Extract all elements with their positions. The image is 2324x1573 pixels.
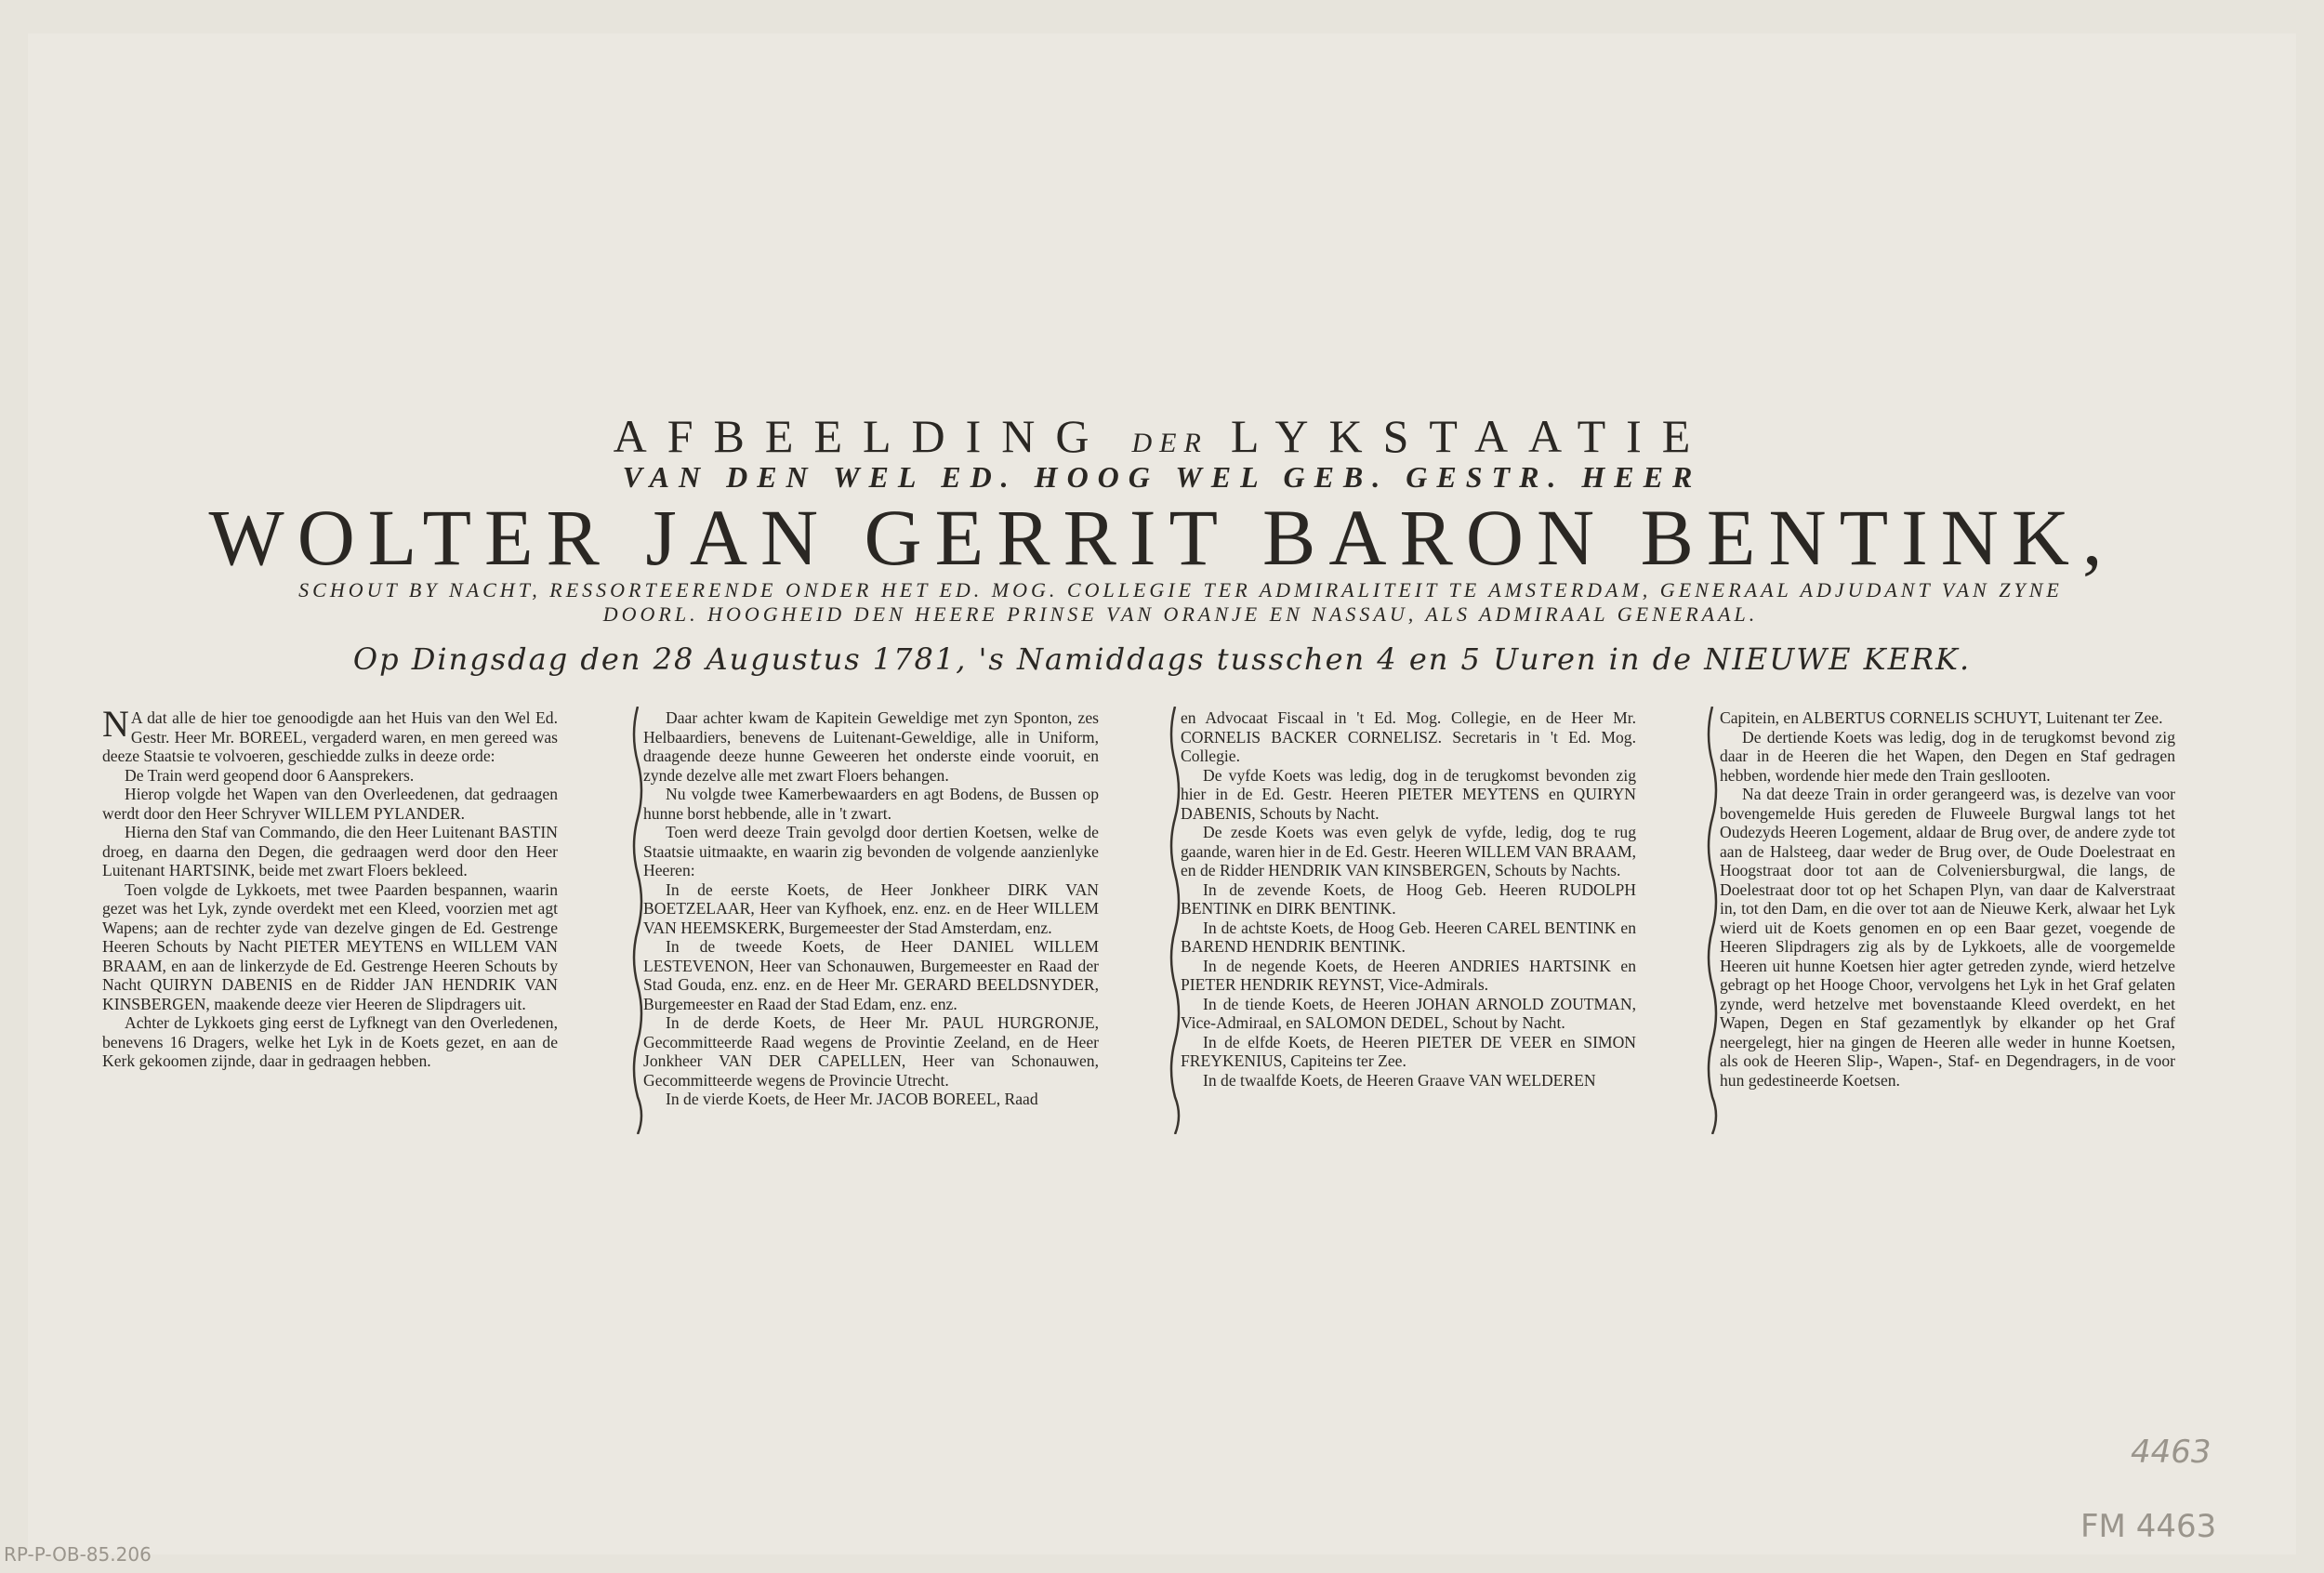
title-line-2: VAN DEN WEL ED. HOOG WEL GEB. GESTR. HEER: [622, 460, 1702, 494]
ornamental-divider: [1166, 707, 1184, 1134]
paragraph: Capitein, en ALBERTUS CORNELIS SCHUYT, Luitenant ter Zee.: [1720, 708, 2163, 727]
paragraph: In de achtste Koets, de Hoog Geb. Heeren CAREL BENTINK en BAREND HENDRIK BENTINK.: [1181, 918, 1636, 956]
paragraph: In de negende Koets, de Heeren ANDRIES HARTSINK en PIETER HENDRIK REYNST, Vice-Admirals.: [1181, 956, 1636, 994]
title-word-afbeelding: AFBEELDING: [613, 410, 1110, 462]
paragraph: In de tweede Koets, de Heer DANIEL WILLEM LESTEVENON, Heer van Schonauwen, Burgemeester en Raad der Stad Gouda, enz. enz. en de Heer Mr. GERARD BEELDSNYDER, Burgemeester en Raad der Stad Edam, enz. enz.: [643, 937, 1099, 1013]
paragraph: De dertiende Koets was ledig, dog in de terugkomst bevond zig daar in de Heeren die het Wapen, den Degen en Staf gedragen hebben, wordende hier mede den Train gesllooten.: [1720, 727, 2175, 785]
paragraph-text: A dat alle de hier toe genoodigde aan het Huis van den Wel Ed. Gestr. Heer Mr. BOREEL, vergaderd waren, en men gereed was deeze Staatsie te volvoeren, geschiedde zulks in deeze orde:: [102, 708, 558, 765]
paragraph: In de derde Koets, de Heer Mr. PAUL HURGRONJE, Gecommitteerde Raad wegens de Provintie Zeeland, en de Heer Jonkheer VAN DER CAPELLEN, Heer van Schonauwen, Gecommitteerde wegens de Provincie Utrecht.: [643, 1013, 1099, 1090]
inventory-number: RP-P-OB-85.206: [4, 1543, 152, 1566]
paragraph: Toen volgde de Lykkoets, met twee Paarden bespannen, waarin gezet was het Lyk, zynde overdekt met een Kleed, voorzien met agt Wapens; aan de rechter zyde van dezelve gingen de Ed. Gestrenge Heeren Schouts by Nacht PIETER MEYTENS en WILLEM VAN BRAAM, en aan de linkerzyde de Ed. Gestrenge Heeren Schouts by Nacht QUIRYN DABENIS en de Ridder JAN HENDRIK VAN KINSBERGEN, maakende deeze vier Heeren de Slipdragers uit.: [102, 879, 558, 1013]
paragraph: Na dat deeze Train in order gerangeerd was, is dezelve van voor bovengemelde Huis gereden de Fluweele Burgwal langs tot het Oudezyds Heeren Logement, aldaar de Brug over, de andere zyde tot aan de Halsteeg, daar weder de Brug over, de Oude Doelestraat en Hoogstraat door tot aan de Colveniersburgwal, die langs, de Doelestraat door tot op het Schapen Plyn, van daar de Kalverstraat in, tot den Dam, en die over tot aan de Nieuwe Kerk, alwaar het Lyk wierd uit de Koets genomen en op een Baar gezet, voegende de Heeren Slipdragers zig als by de Lykkoets, alle de voorgemelde Heeren uit hunne Koetsen hier agter getreden zynde, wierd hetzelve gebragt op het Hooge Choor, vervolgens het Lyk in het Graf gelaten zynde, werd hetzelve met bovenstaande Kleed overdekt, en het Wapen, Degen en Staf gezamentlyk by elkander op het Graf neergelegt, hier na gingen de Heeren alle weder in hunne Koetsen, als ook de Heeren Slip-, Wapen-, Staf- en Degendragers, in de voor hun gedestineerde Koetsen.: [1720, 785, 2175, 1090]
text-column-1: [102, 703, 558, 1071]
ornamental-divider: [1703, 707, 1722, 1134]
paragraph: en Advocaat Fiscaal in 't Ed. Mog. Collegie, en de Heer Mr. CORNELIS BACKER CORNELISZ. Secretaris in 't Ed. Mog. Collegie.: [1181, 708, 1636, 765]
paragraph: Hierop volgde het Wapen van den Overleedenen, dat gedraagen werdt door den Heer Schryver WILLEM PYLANDER.: [102, 785, 558, 823]
paragraph: Achter de Lykkoets ging eerst de Lyfknegt van den Overledenen, benevens 16 Dragers, welke het Lyk in de Koets gezet, en aan de Kerk gekoomen zijnde, daar in gedraagen hebben.: [102, 1013, 558, 1070]
paragraph: Hierna den Staf van Commando, die den Heer Luitenant BASTIN droeg, en daarna den Degen, die gedraagen werd door den Heer Luitenant HARTSINK, beide met zwart Floers bekleed.: [102, 823, 558, 879]
paragraph: De Train werd geopend door 6 Aansprekers.: [125, 765, 415, 785]
paragraph: In de elfde Koets, de Heeren PIETER DE VEER en SIMON FREYKENIUS, Capiteins ter Zee.: [1181, 1032, 1636, 1070]
title-name: WOLTER JAN GERRIT BARON BENTINK,: [208, 493, 2116, 582]
paragraph: Nu volgde twee Kamerbewaarders en agt Bodens, de Bussen op hunne borst hebbende, alle in 't zwart.: [643, 785, 1099, 823]
paragraph: In de eerste Koets, de Heer Jonkheer DIRK VAN BOETZELAAR, Heer van Kyfhoek, enz. enz. en de Heer WILLEM VAN HEEMSKERK, Burgemeester der Stad Amsterdam, enz.: [643, 879, 1099, 937]
paragraph: Toen werd deeze Train gevolgd door dertien Koetsen, welke de Staatsie uitmaakte, en waarin zig bevonden de volgende aanzienlyke Heeren:: [643, 823, 1099, 879]
title-word-der: DER: [1131, 428, 1208, 458]
subtitle-line-1: SCHOUT BY NACHT, RESSORTEERENDE ONDER HET ED. MOG. COLLEGIE TER ADMIRALITEIT TE AMSTERDAM, GENERAAL ADJUDANT VAN ZYNE: [298, 578, 2063, 601]
paragraph: De vyfde Koets was ledig, dog in de terugkomst bevonden zig hier in de Ed. Gestr. Heeren PIETER MEYTENS en QUIRYN DABENIS, Schouts by Nacht.: [1181, 765, 1636, 823]
paragraph: Daar achter kwam de Kapitein Geweldige met zyn Sponton, zes Helbaardiers, benevens de Luitenant-Geweldige, alle in Uniform, draagende deeze hunne Geweeren het onderste einde vooruit, en zynde dezelve alle met zwart Floers behangen.: [643, 708, 1099, 785]
drop-cap: N: [102, 703, 129, 745]
title-line-1: [0, 409, 2324, 463]
ornamental-divider: [628, 707, 647, 1134]
pencil-number: 4463: [2131, 1434, 2212, 1471]
paragraph: In de twaalfde Koets, de Heeren Graave VAN WELDEREN: [1203, 1070, 1596, 1090]
paragraph: In de tiende Koets, de Heeren JOHAN ARNOLD ZOUTMAN, Vice-Admiraal, en SALOMON DEDEL, Schout by Nacht.: [1181, 994, 1636, 1032]
text-column-2: [643, 708, 1099, 1109]
paragraph: In de vierde Koets, de Heer Mr. JACOB BOREEL, Raad: [666, 1090, 1038, 1108]
pencil-mark: FM 4463: [2080, 1508, 2217, 1545]
paragraph: [102, 703, 558, 766]
subtitle-line-2: DOORL. HOOGHEID DEN HEERE PRINSE VAN ORANJE EN NASSAU, ALS ADMIRAAL GENERAAL.: [602, 602, 1759, 626]
text-column-3: [1181, 708, 1636, 1090]
title-word-lykstaatie: LYKSTAATIE: [1230, 410, 1711, 462]
paragraph: In de zevende Koets, de Hoog Geb. Heeren RUDOLPH BENTINK en DIRK BENTINK.: [1181, 879, 1636, 918]
date-line: Op Dingsdag den 28 Augustus 1781, 's Namiddags tusschen 4 en 5 Uuren in de NIEUWE KERK.: [352, 641, 1972, 677]
paragraph: De zesde Koets was even gelyk de vyfde, ledig, dog te rug gaande, waren hier in de Ed. Gestr. Heeren WILLEM VAN BRAAM, en de Ridder HENDRIK VAN KINSBERGEN, Schouts by Nachts.: [1181, 823, 1636, 879]
text-column-4: [1720, 708, 2175, 1090]
